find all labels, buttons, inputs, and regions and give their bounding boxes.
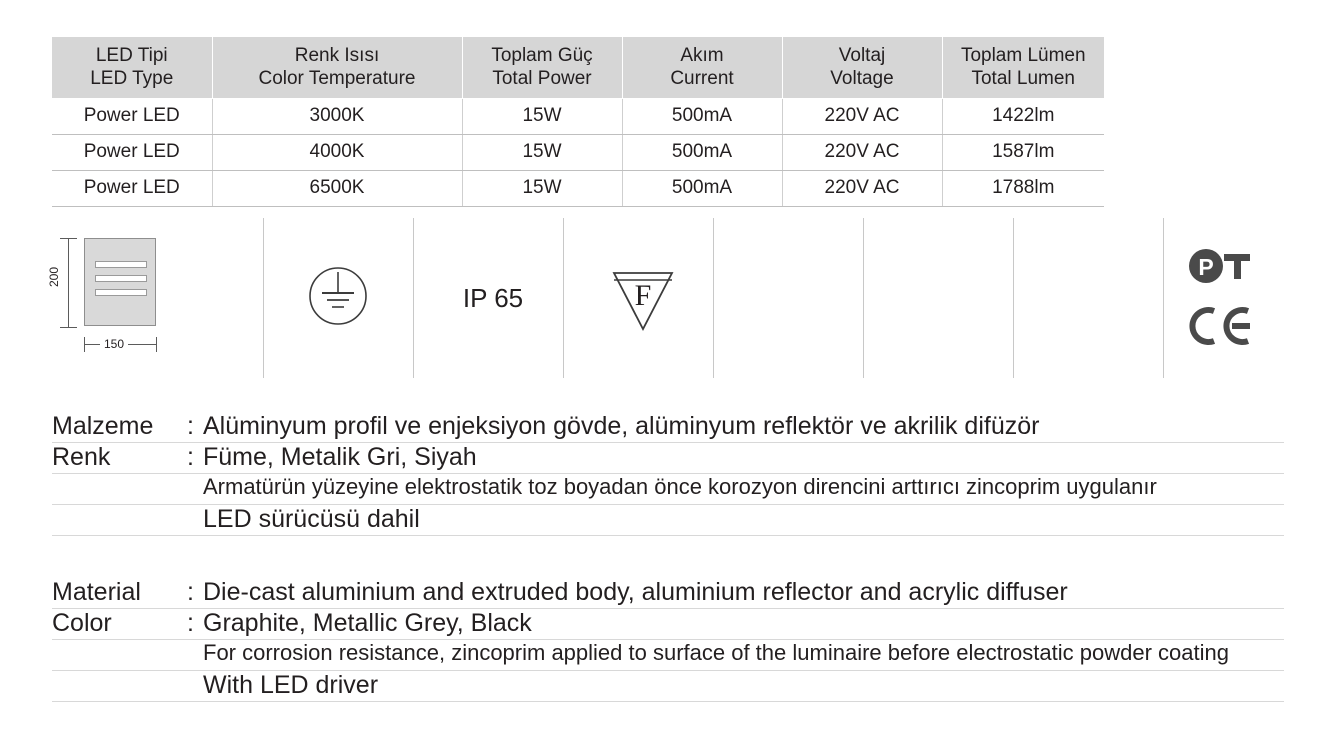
divider (413, 218, 414, 378)
description-row (52, 443, 1284, 474)
gost-r-icon (1186, 246, 1258, 291)
description-row (52, 671, 1284, 702)
cell-current: 500mA (622, 99, 782, 135)
louver-slat (95, 261, 147, 268)
column-header-label-en: Current (670, 68, 734, 90)
column-header-color-temperature (212, 37, 462, 99)
cell-total-power: 15W (462, 99, 622, 135)
description-label: Color (52, 609, 112, 637)
description-colon: : (187, 443, 194, 471)
louver-slat (95, 275, 147, 282)
column-header-label-tr: Akım (680, 45, 724, 66)
column-header-total-power (462, 37, 622, 99)
f-mark-cell (588, 218, 698, 378)
description-value: Armatürün yüzeyine elektrostatik toz boyadan önce korozyon direncini arttırıcı zincoprim uygulanır (203, 474, 1157, 499)
description-row (52, 578, 1284, 609)
cell-total-lumen: 1587lm (942, 135, 1104, 171)
cell-current: 500mA (622, 171, 782, 207)
luminaire-outline (84, 238, 156, 326)
table-row (52, 171, 1104, 207)
divider (1163, 218, 1164, 378)
table-header-row (52, 37, 1104, 99)
divider (1013, 218, 1014, 378)
description-value: Füme, Metalik Gri, Siyah (203, 443, 477, 471)
column-header-led-type (52, 37, 212, 99)
ip-rating-cell (438, 218, 548, 378)
description-value: Die-cast aluminium and extruded body, aluminium reflector and acrylic diffuser (203, 578, 1068, 606)
ce-mark-icon (1186, 305, 1258, 352)
protective-earth-icon-cell (288, 218, 388, 378)
description-value: LED sürücüsü dahil (203, 505, 420, 533)
column-header-label-tr: Toplam Güç (491, 45, 593, 66)
description-colon: : (187, 578, 194, 606)
certification-marks (1186, 246, 1282, 352)
description-row (52, 640, 1284, 671)
f-mark-icon (600, 253, 686, 344)
table-row (52, 99, 1104, 135)
description-value: Graphite, Metallic Grey, Black (203, 609, 532, 637)
description-row (52, 609, 1284, 640)
height-dimension-cap (60, 238, 77, 239)
louver-slat (95, 289, 147, 296)
cell-total-power: 15W (462, 135, 622, 171)
column-header-label-en: Color Temperature (258, 68, 416, 90)
description-label: Material (52, 578, 141, 606)
column-header-label-en: Voltage (830, 68, 894, 90)
column-header-label-tr: LED Tipi (95, 45, 168, 66)
description-row (52, 474, 1284, 505)
divider (713, 218, 714, 378)
divider (863, 218, 864, 378)
description-block-en (52, 578, 1284, 702)
svg-text:F: F (634, 278, 652, 312)
cell-total-lumen: 1422lm (942, 99, 1104, 135)
width-dimension-label: 150 (100, 337, 128, 351)
cell-led-type: Power LED (52, 99, 212, 135)
symbol-strip (47, 218, 1282, 378)
column-header-label-en: Total Lumen (971, 68, 1075, 90)
description-block-tr (52, 412, 1284, 536)
column-header-current (622, 37, 782, 99)
cell-color-temperature: 3000K (212, 99, 462, 135)
cell-led-type: Power LED (52, 171, 212, 207)
column-header-label-tr: Voltaj (838, 45, 886, 66)
cell-led-type: Power LED (52, 135, 212, 171)
description-colon: : (187, 412, 194, 440)
column-header-voltage (782, 37, 942, 99)
cell-color-temperature: 4000K (212, 135, 462, 171)
column-header-label-tr: Toplam Lümen (960, 45, 1086, 66)
width-dimension-cap (84, 337, 85, 352)
divider (563, 218, 564, 378)
cell-voltage: 220V AC (782, 171, 942, 207)
description-value: Alüminyum profil ve enjeksiyon gövde, alüminyum reflektör ve akrilik difüzör (203, 412, 1040, 440)
cell-voltage: 220V AC (782, 135, 942, 171)
description-label: Malzeme (52, 412, 154, 440)
description-colon: : (187, 609, 194, 637)
led-spec-table-container (52, 36, 1104, 207)
cell-voltage: 220V AC (782, 99, 942, 135)
cell-color-temperature: 6500K (212, 171, 462, 207)
ip-rating-label: IP 65 (462, 282, 524, 313)
height-dimension-label: 200 (47, 266, 62, 288)
column-header-label-en: Total Power (492, 68, 592, 90)
column-header-total-lumen (942, 37, 1104, 99)
cell-total-power: 15W (462, 171, 622, 207)
led-spec-table (52, 36, 1104, 207)
protective-earth-icon (301, 259, 375, 338)
height-dimension-cap (60, 327, 77, 328)
cell-current: 500mA (622, 135, 782, 171)
divider (263, 218, 264, 378)
width-dimension-cap (156, 337, 157, 352)
table-row (52, 135, 1104, 171)
height-dimension-line (68, 238, 69, 327)
svg-text:P: P (1198, 254, 1214, 280)
description-row (52, 505, 1284, 536)
column-header-label-en: LED Type (90, 68, 174, 90)
description-label: Renk (52, 443, 111, 471)
cell-total-lumen: 1788lm (942, 171, 1104, 207)
column-header-label-tr: Renk Isısı (294, 45, 380, 66)
description-row (52, 412, 1284, 443)
description-value: With LED driver (203, 671, 379, 699)
description-value: For corrosion resistance, zincoprim applied to surface of the luminaire before electrostatic powder coating (203, 640, 1229, 665)
